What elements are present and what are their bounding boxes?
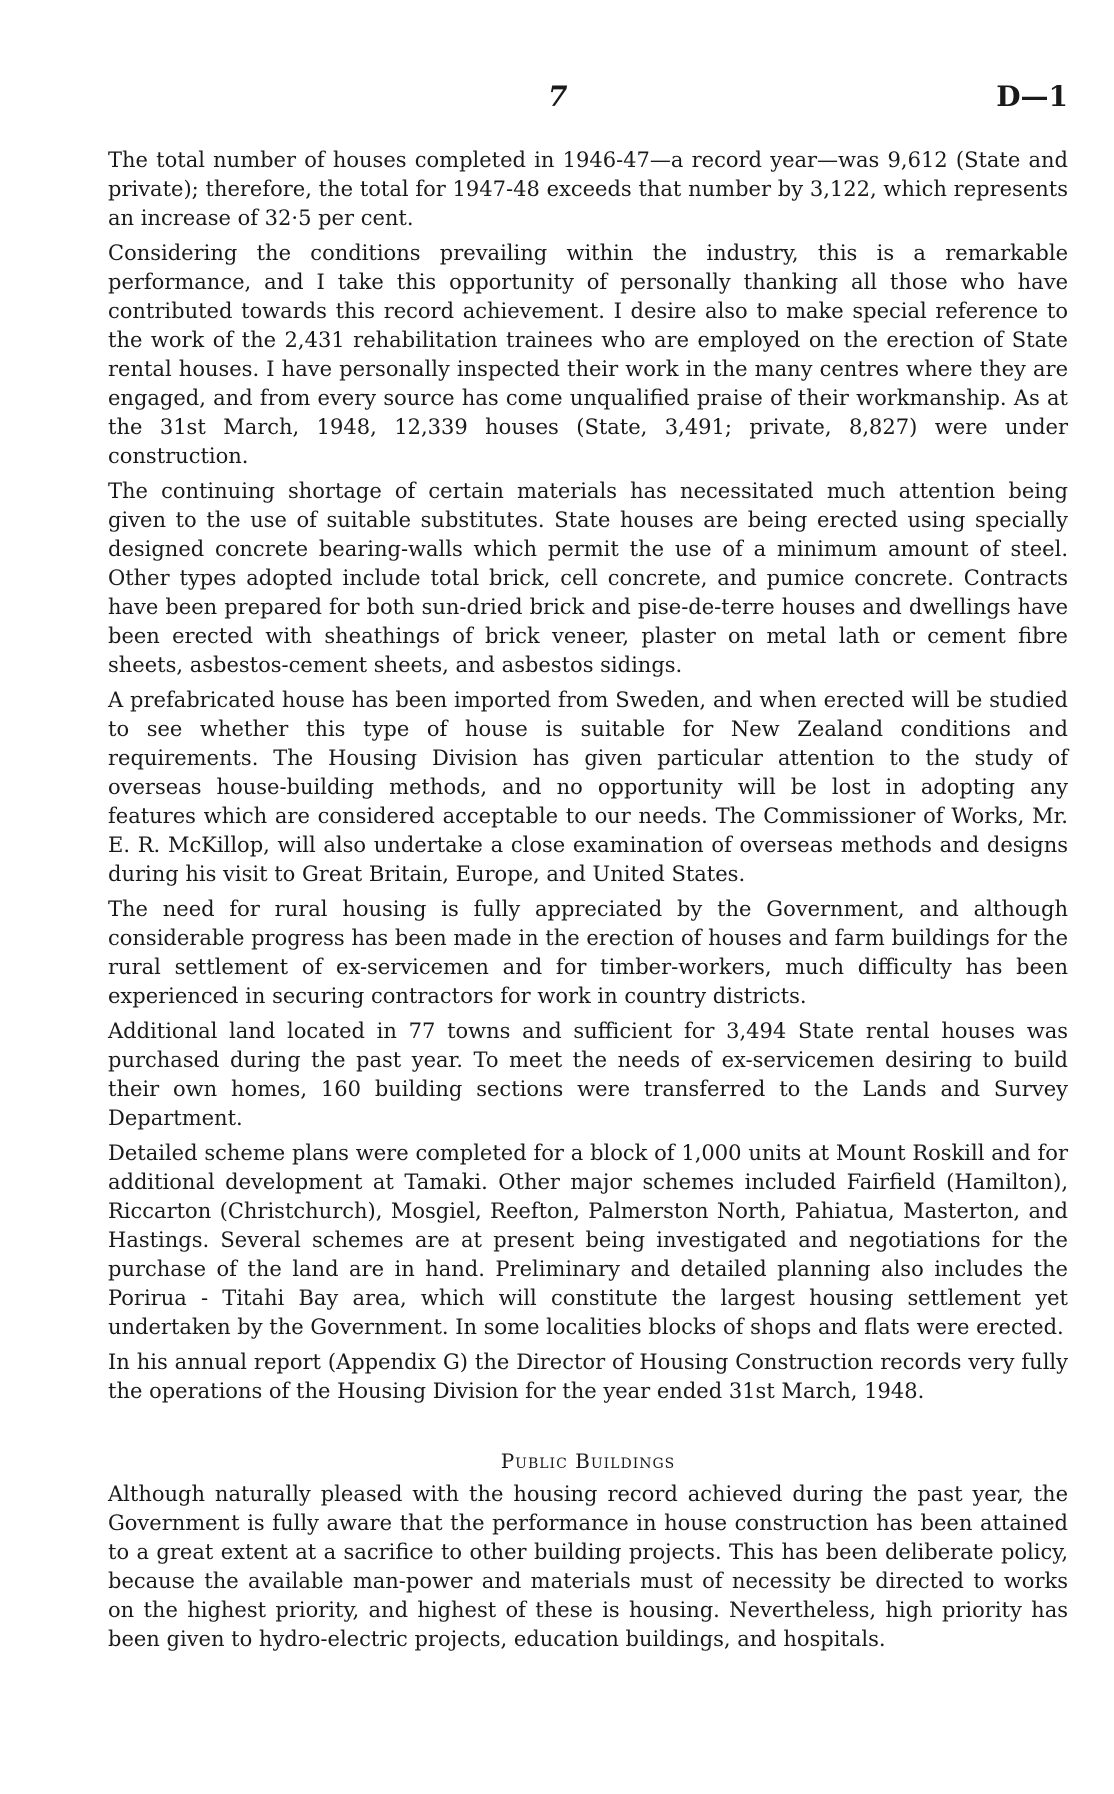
paragraph-houses-completed: The total number of houses completed in 1946-47—a record year—was 9,612 (State and private); therefore, the total for 1947-48 exceeds that number by 3,122, which represents an increase of 32·5 per cent. xyxy=(108,148,1068,230)
document-page xyxy=(108,80,1068,1660)
section-heading-public-buildings: Public Buildings xyxy=(500,1449,676,1473)
paragraph-scheme-plans: Detailed scheme plans were completed for a block of 1,000 units at Mount Roskill and for additional development at Tamaki. Other major schemes included Fairfield (Hamilton), Riccarton (Christchurch), Mosgiel, Reefton, Palmerston North, Pahiatua, Masterton, and Hastings. Several schemes are at present being investigated and negotiations for the purchase of the land are in hand. Preliminary and detailed planning also includes the Porirua - Titahi Bay area, which will constitute the largest housing settlement yet undertaken by the Government. In some localities blocks of shops and flats were erected. xyxy=(108,1141,1068,1339)
paragraph-rural-housing: The need for rural housing is fully appreciated by the Government, and although considerable progress has been made in the erection of houses and farm buildings for the rural settlement of ex-servicemen and for timber-workers, much difficulty has been experienced in securing contractors for work in country districts. xyxy=(108,897,1069,1008)
paragraph-prefabricated-house: A prefabricated house has been imported from Sweden, and when erected will be studied to see whether this type of house is suitable for New Zealand conditions and requirements. The Housing Division has given particular attention to the study of overseas house-building methods, and no opportunity will be lost in adopting any features which are considered acceptable to our needs. The Commissioner of Works, Mr. E. R. McKillop, will also undertake a close examination of overseas methods and designs during his visit to Great Britain, Europe, and United States. xyxy=(108,688,1068,886)
paragraph-public-buildings: Although naturally pleased with the housing record achieved during the past year, the Government is fully aware that the performance in house construction has been attained to a great extent at a sacrifice to other building projects. This has been deliberate policy, because the available man-power and materials must of necessity be directed to works on the highest priority, and highest of these is housing. Nevertheless, high priority has been given to hydro-electric projects, education buildings, and hospitals. xyxy=(108,1482,1068,1651)
paragraph-industry-performance: Considering the conditions prevailing within the industry, this is a remarkable performance, and I take this opportunity of personally thanking all those who have contributed towards this record achievement. I desire also to make special reference to the work of the 2,431 rehabilitation trainees who are employed on the erection of State rental houses. I have personally inspected their work in the many centres where they are engaged, and from every source has come unqualified praise of their workmanship. As at the 31st March, 1948, 12,339 houses (State, 3,491; private, 8,827) were under construction. xyxy=(108,241,1068,468)
paragraph-material-shortage: The continuing shortage of certain materials has necessitated much attention being given to the use of suitable substitutes. State houses are being erected using specially designed concrete bearing-walls which permit the use of a minimum amount of steel. Other types adopted include total brick, cell concrete, and pumice concrete. Contracts have been prepared for both sun-dried brick and pise-de-terre houses and dwellings have been erected with sheathings of brick veneer, plaster on metal lath or cement fibre sheets, asbestos-cement sheets, and asbestos sidings. xyxy=(108,479,1068,677)
paragraph-annual-report: In his annual report (Appendix G) the Director of Housing Construction records very fully the operations of the Housing Division for the year ended 31st March, 1948. xyxy=(108,1350,1068,1403)
page-number: 7 xyxy=(548,80,568,113)
document-code: D—1 xyxy=(996,80,1068,113)
page-header xyxy=(108,80,1068,120)
paragraph-additional-land: Additional land located in 77 towns and sufficient for 3,494 State rental houses was purchased during the past year. To meet the needs of ex-servicemen desiring to build their own homes, 160 building sections were transferred to the Lands and Survey Department. xyxy=(108,1019,1068,1130)
